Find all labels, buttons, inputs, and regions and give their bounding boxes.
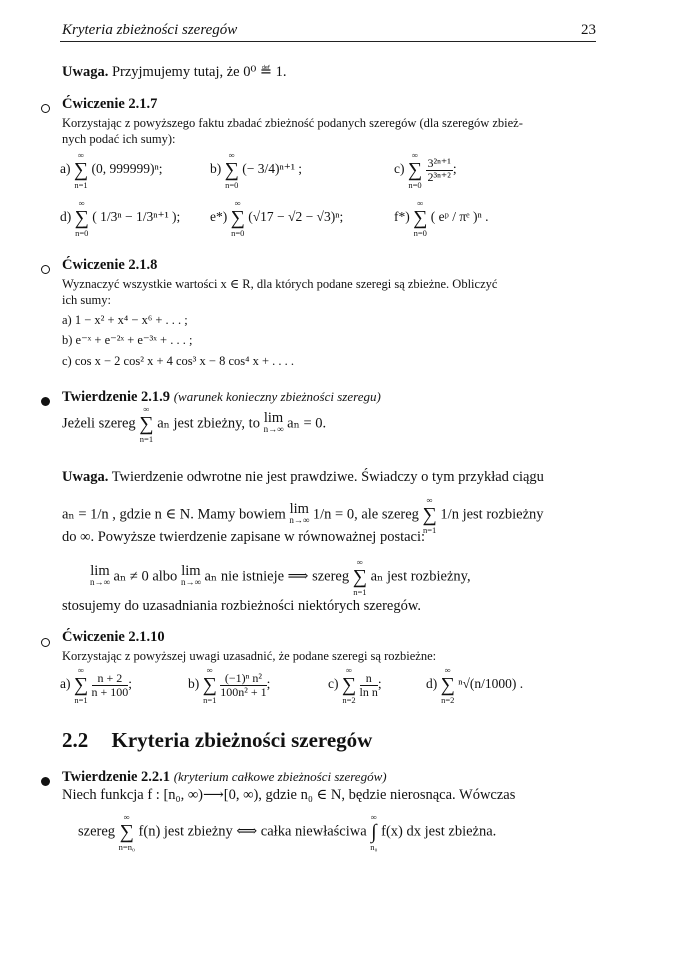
sum-symbol: ∞ ∑ n=0 xyxy=(224,150,239,190)
theorem-2-1-9-subtitle: (warunek konieczny zbieżności szeregu) xyxy=(173,389,381,404)
exercise-2-1-8-intro-2: ich sumy: xyxy=(62,293,111,307)
exercise-2-1-8-intro-1: Wyznaczyć wszystkie wartości x ∈ R, dla których podane szeregi są zbieżne. Obliczyć xyxy=(62,277,498,291)
exercise-2-1-10-intro: Korzystając z powyższej uwagi uzasadnić, że podane szeregi są rozbieżne: xyxy=(62,649,437,663)
fraction: $\frac{n}{\text{ln n}}$ xyxy=(359,670,378,699)
remark-text: 1/n = 0, ale szereg xyxy=(312,506,419,523)
theorem-text: f(x) dx jest zbieżna. xyxy=(381,823,497,840)
theorem-text: f(n) jest zbieżny ⟺ całka niewłaściwa xyxy=(138,823,367,840)
exercise-2-1-10-c: c) ∞ ∑ n=2 $\frac{n}{\text{ln n}}$ ; xyxy=(328,665,382,705)
exercise-2-1-10-b: b) ∞ ∑ n=1 $\frac{\text{(−1)ⁿ n²}}{\text{100n² + 1}}$ ; xyxy=(188,665,271,705)
section-title: Kryteria zbieżności szeregów xyxy=(111,728,373,752)
integral-symbol: ∞ ∫ n₀ xyxy=(370,812,378,852)
item-b-body: (− 3/4)ⁿ⁺¹ ; xyxy=(242,161,303,177)
open-circle-icon xyxy=(41,638,50,647)
sum-symbol: ∞ ∑ n=1 xyxy=(73,150,89,190)
theorem-2-2-1-subtitle: (kryterium całkowe zbieżności szeregów) xyxy=(173,769,387,784)
page-number: 23 xyxy=(581,22,596,38)
exercise-2-1-7-f xyxy=(394,198,488,238)
sum-symbol: ∞ ∑ n=1 xyxy=(352,557,367,597)
exercise-2-1-8-bullet xyxy=(41,261,50,279)
remark-1-text: Przyjmujemy tutaj, że 0⁰ ≝ 1. xyxy=(111,64,287,80)
item-a-body: (0, 999999)ⁿ; xyxy=(91,161,163,177)
section-number: 2.2 xyxy=(62,728,89,752)
sum-symbol: ∞ ∑ n=2 xyxy=(440,665,455,705)
sum-symbol: ∞ ∑ n=1 xyxy=(422,495,437,535)
item-label-d: d) xyxy=(426,676,438,692)
fraction: $\frac{\text{3²ⁿ⁺¹}}{\text{2³ⁿ⁺²}}$ xyxy=(427,155,451,184)
remark-2-line-5: stosujemy do uzasadniania rozbieżności niektórych szeregów. xyxy=(62,598,422,614)
item-f-body: ( eᵖ / πᵉ )ⁿ . xyxy=(430,209,489,225)
remark-2-text: Twierdzenie odwrotne nie jest prawdziwe. Świadczy o tym przykład ciągu xyxy=(111,469,544,485)
header-rule xyxy=(60,41,596,42)
filled-circle-icon xyxy=(41,397,50,406)
theorem-2-1-9-statement xyxy=(62,404,326,444)
item-d-body: ⁿ√(n/1000) . xyxy=(458,676,524,692)
item-label-a: a) xyxy=(60,161,71,177)
remark-1 xyxy=(62,63,287,82)
exercise-2-1-7-a xyxy=(60,150,163,190)
theorem-text: szereg xyxy=(78,823,116,840)
sum-symbol: ∞ ∑ n=2 xyxy=(341,665,357,705)
sum-symbol: ∞ ∑ n=0 xyxy=(230,198,245,238)
remark-text: aₙ = 1/n , gdzie n ∈ N. Mamy bowiem xyxy=(62,506,286,523)
statement-text: Jeżeli szereg xyxy=(62,415,136,432)
exercise-2-1-8-c: c) cos x − 2 cos² x + 4 cos³ x − 8 cos⁴ x + . . . . xyxy=(62,354,295,368)
statement-term: aₙ xyxy=(157,415,170,432)
theorem-2-2-1-bullet xyxy=(41,773,50,791)
exercise-2-1-8-b: b) e⁻ˣ + e⁻²ˣ + e⁻³ˣ + . . . ; xyxy=(62,333,193,347)
limit-symbol: lim n→∞ xyxy=(289,501,310,525)
exercise-2-1-7-intro-2: nych podać ich sumy): xyxy=(62,132,176,146)
theorem-2-2-1-heading xyxy=(62,767,387,787)
exercise-2-1-7-e xyxy=(210,198,343,238)
limit-symbol: lim n→∞ xyxy=(263,410,284,434)
open-circle-icon xyxy=(41,265,50,274)
theorem-2-2-1-line-2 xyxy=(78,812,496,852)
exercise-2-1-7-c: c) ∞ ∑ n=0 $\frac{\text{3²ⁿ⁺¹}}{\text{2³ⁿ⁺²}}$ ; xyxy=(394,150,457,190)
remark-text: aₙ jest rozbieżny, xyxy=(370,568,471,585)
open-circle-icon xyxy=(41,104,50,113)
exercise-2-1-7-d xyxy=(60,198,180,238)
exercise-2-1-8-a: a) 1 − x² + x⁴ − x⁶ + . . . ; xyxy=(62,313,188,327)
exercise-2-1-8-title: Ćwiczenie 2.1.8 xyxy=(62,257,158,273)
remark-2-line-1 xyxy=(62,468,544,487)
statement-text: aₙ = 0. xyxy=(287,415,327,432)
sum-symbol: ∞ ∑ n=0 xyxy=(74,198,89,238)
limit-symbol: lim n→∞ xyxy=(90,563,110,587)
remark-text: aₙ nie istnieje ⟹ szereg xyxy=(204,568,350,585)
item-label-c: c) xyxy=(394,161,405,177)
remark-2-label: Uwaga. xyxy=(62,469,109,485)
item-label-e: e*) xyxy=(210,209,228,225)
theorem-2-1-9-title: Twierdzenie 2.1.9 xyxy=(62,389,171,405)
fraction: $\frac{n + 2}{n + 100}$ xyxy=(91,670,129,699)
remark-1-label: Uwaga. xyxy=(62,64,109,80)
item-label-b: b) xyxy=(210,161,222,177)
item-label-d: d) xyxy=(60,209,72,225)
fraction: $\frac{\text{(−1)ⁿ n²}}{\text{100n² + 1}}$ xyxy=(220,670,267,699)
exercise-2-1-10-d xyxy=(426,665,523,705)
item-label-b: b) xyxy=(188,676,200,692)
theorem-2-2-1-title: Twierdzenie 2.2.1 xyxy=(62,769,171,785)
remark-text: 1/n jest rozbieżny xyxy=(440,506,544,523)
sum-symbol: ∞ ∑ n=n₀ xyxy=(118,812,135,852)
item-e-body: (√17 − √2 − √3)ⁿ; xyxy=(248,209,344,225)
sum-symbol: ∞ ∑ n=1 xyxy=(139,404,154,444)
exercise-2-1-7-bullet xyxy=(41,100,50,118)
theorem-2-1-9-bullet xyxy=(41,393,50,411)
item-label-a: a) xyxy=(60,676,71,692)
exercise-2-1-7-intro-1: Korzystając z powyższego faktu zbadać zbieżność podanych szeregów (dla szeregów zbież- xyxy=(62,116,523,130)
exercise-2-1-10-bullet xyxy=(41,634,50,652)
remark-2-line-4 xyxy=(90,557,471,597)
item-d-body: ( 1/3ⁿ − 1/3ⁿ⁺¹ ); xyxy=(92,209,181,225)
remark-text: aₙ ≠ 0 albo xyxy=(113,568,178,585)
running-header-title: Kryteria zbieżności szeregów xyxy=(62,22,238,38)
sum-symbol: ∞ ∑ n=0 xyxy=(413,198,428,238)
remark-2-line-3: do ∞. Powyższe twierdzenie zapisane w równoważnej postaci: xyxy=(62,529,426,545)
limit-symbol: lim n→∞ xyxy=(180,563,201,587)
item-label-f: f*) xyxy=(394,209,410,225)
section-heading xyxy=(62,728,372,753)
theorem-2-2-1-line-1: Niech funkcja f : [n₀, ∞)⟶[0, ∞), gdzie n₀ ∈ N, będzie nierosnąca. Wówczas xyxy=(62,787,516,803)
filled-circle-icon xyxy=(41,777,50,786)
sum-symbol: ∞ ∑ n=1 xyxy=(73,665,89,705)
sum-symbol: ∞ ∑ n=1 xyxy=(202,665,217,705)
exercise-2-1-10-a: a) ∞ ∑ n=1 $\frac{n + 2}{n + 100}$ ; xyxy=(60,665,133,705)
exercise-2-1-10-title: Ćwiczenie 2.1.10 xyxy=(62,629,165,645)
item-label-c: c) xyxy=(328,676,339,692)
sum-symbol: ∞ ∑ n=0 xyxy=(407,150,423,190)
exercise-2-1-7-title: Ćwiczenie 2.1.7 xyxy=(62,96,158,112)
exercise-2-1-7-b xyxy=(210,150,302,190)
statement-text: jest zbieżny, to xyxy=(173,415,260,432)
